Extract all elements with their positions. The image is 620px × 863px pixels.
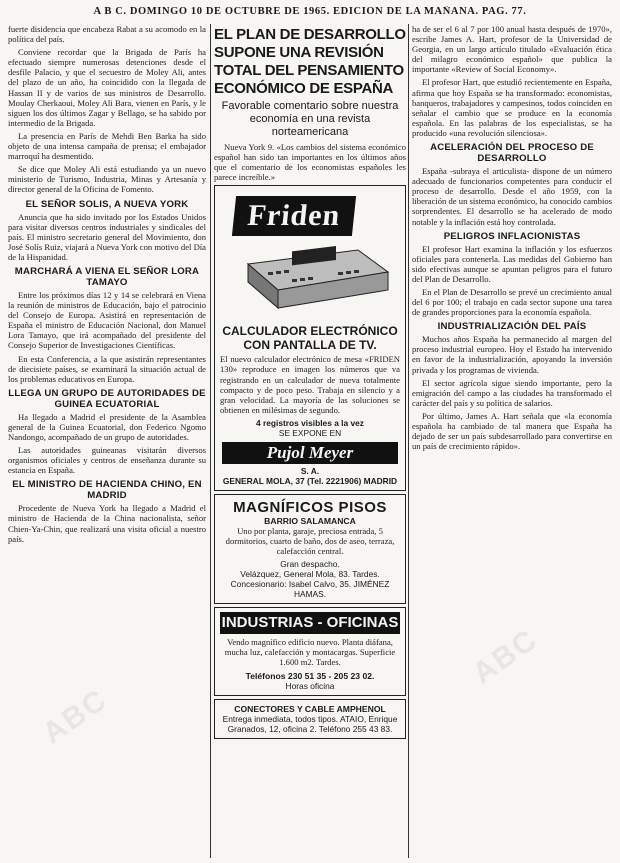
article-headline: EL MINISTRO DE HACIENDA CHINO, EN MADRID (12, 479, 202, 502)
calculator-image (238, 242, 396, 312)
article-paragraph: La presencia en París de Mehdi Ben Barka ha sido objeto de una intensa campaña de prensa; el embajador marroquí ha desmentido. (8, 130, 206, 162)
industrias-ad (214, 607, 406, 695)
friden-ad-note: 4 registros visibles a la vez (255, 417, 364, 428)
pisos-ad-extra: Gran despacho. (280, 559, 340, 570)
article-subheading: PELIGROS INFLACIONISTAS (443, 230, 581, 242)
article-paragraph: Ha llegado a Madrid el presidente de la Asamblea general de la Guinea Ecuatorial, don Federico Ngomo Nandongo, acompañado de un grupo de autoridades. (8, 411, 206, 442)
article-headline: LLEGA UN GRUPO DE AUTORIDADES DE GUINEA ECUATORIAL (8, 387, 206, 410)
article-paragraph: Procedente de Nueva York ha llegado a Madrid el ministro de Hacienda de la China nacionalista, señor Chien-Ya-Chin, que realizará una visita oficial a nuestro país. (8, 503, 206, 544)
friden-ad-visual (220, 190, 400, 320)
main-headline: EL PLAN DE DESARROLLO SUPONE UNA REVISIÓN TOTAL DEL PENSAMIENTO ECONÓMICO DE ESPAÑA (214, 26, 406, 97)
article-paragraph: Por último, James A. Hart señala que «la economía española ha cambiado de tal manera que España ha dejado de ser un país subdesarrollado para convertirse en un país de crecimiento rápido». (412, 410, 612, 452)
article-paragraph: Muchos años España ha permanecido al margen del proceso industrial europeo. Hoy el Estado ha intervenido en favor de la industrialización, apoyando la inversión privada y los programas de vivienda. (412, 334, 612, 375)
article-paragraph: Entre los próximos días 12 y 14 se celebrará en Viena la reunión de ministros de Educación, bajo el patrocinio del Consejo de Europa. Asistirá en representación de España el ministro de Educación Nacional, don Manuel Lora Tamayo, que irá acompañado del presidente del Consejo Superior de Investigaciones Científicas. (8, 289, 206, 351)
pisos-ad-headline: MAGNÍFICOS PISOS (233, 498, 387, 516)
industrias-ad-phone: Teléfonos 230 51 35 - 205 23 02. (245, 670, 375, 681)
left-column (8, 24, 206, 832)
friden-ad-expo: SE EXPONE EN (278, 427, 342, 438)
pisos-ad-address: Velázquez, General Mola, 83. Tardes. Concesionario: Isabel Calvo, 35. JIMÉNEZ HAMAS. (230, 569, 390, 600)
main-subheadline: Favorable comentario sobre nuestra economía en una revista norteamericana (221, 100, 399, 138)
industrias-ad-body: Vendo magnífico edificio nuevo. Planta diáfana, mucha luz, calefacción y montacargas. Superficie 1.600 m2. Tardes. (224, 637, 396, 668)
amphenol-ad (214, 699, 406, 739)
right-column (412, 24, 612, 832)
article-paragraph: ha de ser el 6 al 7 por 100 anual hasta después de 1970», escribe James A. Hart, profesor de la Universidad de Georgia, en un largo artículo titulado «Evaluación ética del milagro económico español» que publica la importante «Review of Social Economy». (412, 24, 612, 75)
middle-column (214, 24, 406, 832)
friden-ad-body: El nuevo calculador electrónico de mesa «FRIDEN 130» reproduce en imagen los números que va registrando en un calculador de nueva totalmente compacto y de poco peso. Trabaja en silencio y a gran velocidad. La mayoría de las soluciones se obtienen en milésimas de segundo. (220, 354, 400, 415)
article-paragraph: El profesor Hart examina la inflación y los esfuerzos oficiales para contenerla. Las medidas del Gobierno han sido efectivas aunque se apuntan peligros para el futuro del Plan de Desarrollo. (412, 243, 612, 284)
friden-logo: Friden (232, 196, 356, 236)
amphenol-ad-headline: CONECTORES Y CABLE AMPHENOL (234, 703, 386, 714)
page-header: A B C. DOMINGO 10 DE OCTUBRE DE 1965. EDICION DE LA MAÑANA. PAG. 77. (93, 6, 527, 17)
pisos-ad (214, 494, 406, 604)
article-paragraph: Conviene recordar que la Brigada de París ha efectuado siempre numerosas detenciones desde el desfile Palacio, y que el secuestro de Moley Ali, antes del plazo de un año, ha coincidido con la llegada de Hassan II y de varios de sus ministros de Desarrollo. Moulay Cherkaoui, Moley Ali Bara, vienen en París, y le siguen los dos últimos Zagar y Bellago, se ha sabido por intermedio de la Brigada. (8, 47, 206, 128)
abc-watermark: ABC (466, 622, 544, 691)
column-rule (210, 24, 211, 858)
column-rule (408, 24, 409, 858)
abc-watermark: ABC (36, 682, 114, 751)
friden-ad-headline: CALCULADOR ELECTRÓNICO CON PANTALLA DE TV. (222, 324, 398, 353)
article-headline: MARCHARÁ A VIENA EL SEÑOR LORA TAMAYO (14, 265, 200, 288)
article-paragraph: En el Plan de Desarrollo se prevé un crecimiento anual del 6 por 100; el trabajo en cada sector supone una tarea de grandes proporciones para la economía española. (412, 286, 612, 318)
pujol-meyer-address: GENERAL MOLA, 37 (Tel. 2221906) MADRID (222, 475, 398, 486)
pujol-meyer-logo: Pujol Meyer (222, 442, 398, 464)
pisos-ad-body: Uno por planta, garaje, preciosa entrada, 5 dormitorios, cuarto de baño, dos de aseo, terraza, calefacción central. (225, 525, 395, 557)
industrias-ad-hours: Horas oficina (285, 680, 335, 691)
article-paragraph: El sector agrícola sigue siendo importante, pero la emigración del campo a las ciudades ha transformado el carácter del país y su política de salarios. (412, 377, 612, 408)
amphenol-ad-body: Entrega inmediata, todos tipos. ATAIO, Enrique Granados, 12, oficina 2. Teléfono 255 43 83. (222, 713, 398, 734)
article-paragraph: fuerte disidencia que encabeza Rabat a su acomodo en la política del país. (8, 24, 206, 45)
article-paragraph: Se dice que Moley Ali está estudiando ya un nuevo ministerio de Turismo, Industria, Minas y Artesanía y director general de la Oficina de Fomento. (8, 164, 206, 195)
article-paragraph: El profesor Hart, que estudió recientemente en España, afirma que hoy España se ha transformado: economistas, banqueros, trabajadores y campesinos, todos coinciden en señalar el cambio que se produce en la economía española. En las palabras de los especialistas, se ha producido «una revolución silenciosa». (412, 77, 612, 138)
article-subheading: ACELERACIÓN DEL PROCESO DE DESARROLLO (430, 142, 594, 165)
article-paragraph: Las autoridades guineanas visitarán diversos organismos oficiales y centros de enseñanza durante su estancia en España. (8, 445, 206, 476)
industrias-ad-headline: INDUSTRIAS - OFICINAS (220, 612, 400, 634)
friden-ad (214, 185, 406, 491)
article-headline: EL SEÑOR SOLIS, A NUEVA YORK (25, 198, 189, 210)
pujol-meyer-sa: S. A. (300, 465, 320, 476)
article-paragraph: Anuncia que ha sido invitado por los Estados Unidos para visitar diversos centros industriales y sindicales del país. El ministro secretario general del Movimiento, don José Solís Ruiz, viajará a Nueva York con motivo del Día de la Hispanidad. (8, 211, 206, 262)
article-paragraph: Nueva York 9. «Los cambios del sistema económico español han sido tan importantes en los últimos años que el comentario de los economistas españoles les parece increíble.» (214, 142, 406, 183)
article-paragraph: España -subraya el articulista- dispone de un número adecuado de funcionarios competentes para conducir el proceso de desarrollo. Desde el año 1959, con la liberación de un sistema económico, ha conocido cambios sorprendentes. El desarrollo se ha acelerado de modo notable y la inflación está hoy controlada. (412, 166, 612, 227)
article-paragraph: En esta Conferencia, a la que asistirán representantes de diecisiete países, se examinará la situación actual de los problemas educativos en Europa. (8, 353, 206, 384)
pisos-ad-subhead: BARRIO SALAMANCA (264, 515, 356, 526)
article-subheading: INDUSTRIALIZACIÓN DEL PAÍS (437, 321, 587, 333)
